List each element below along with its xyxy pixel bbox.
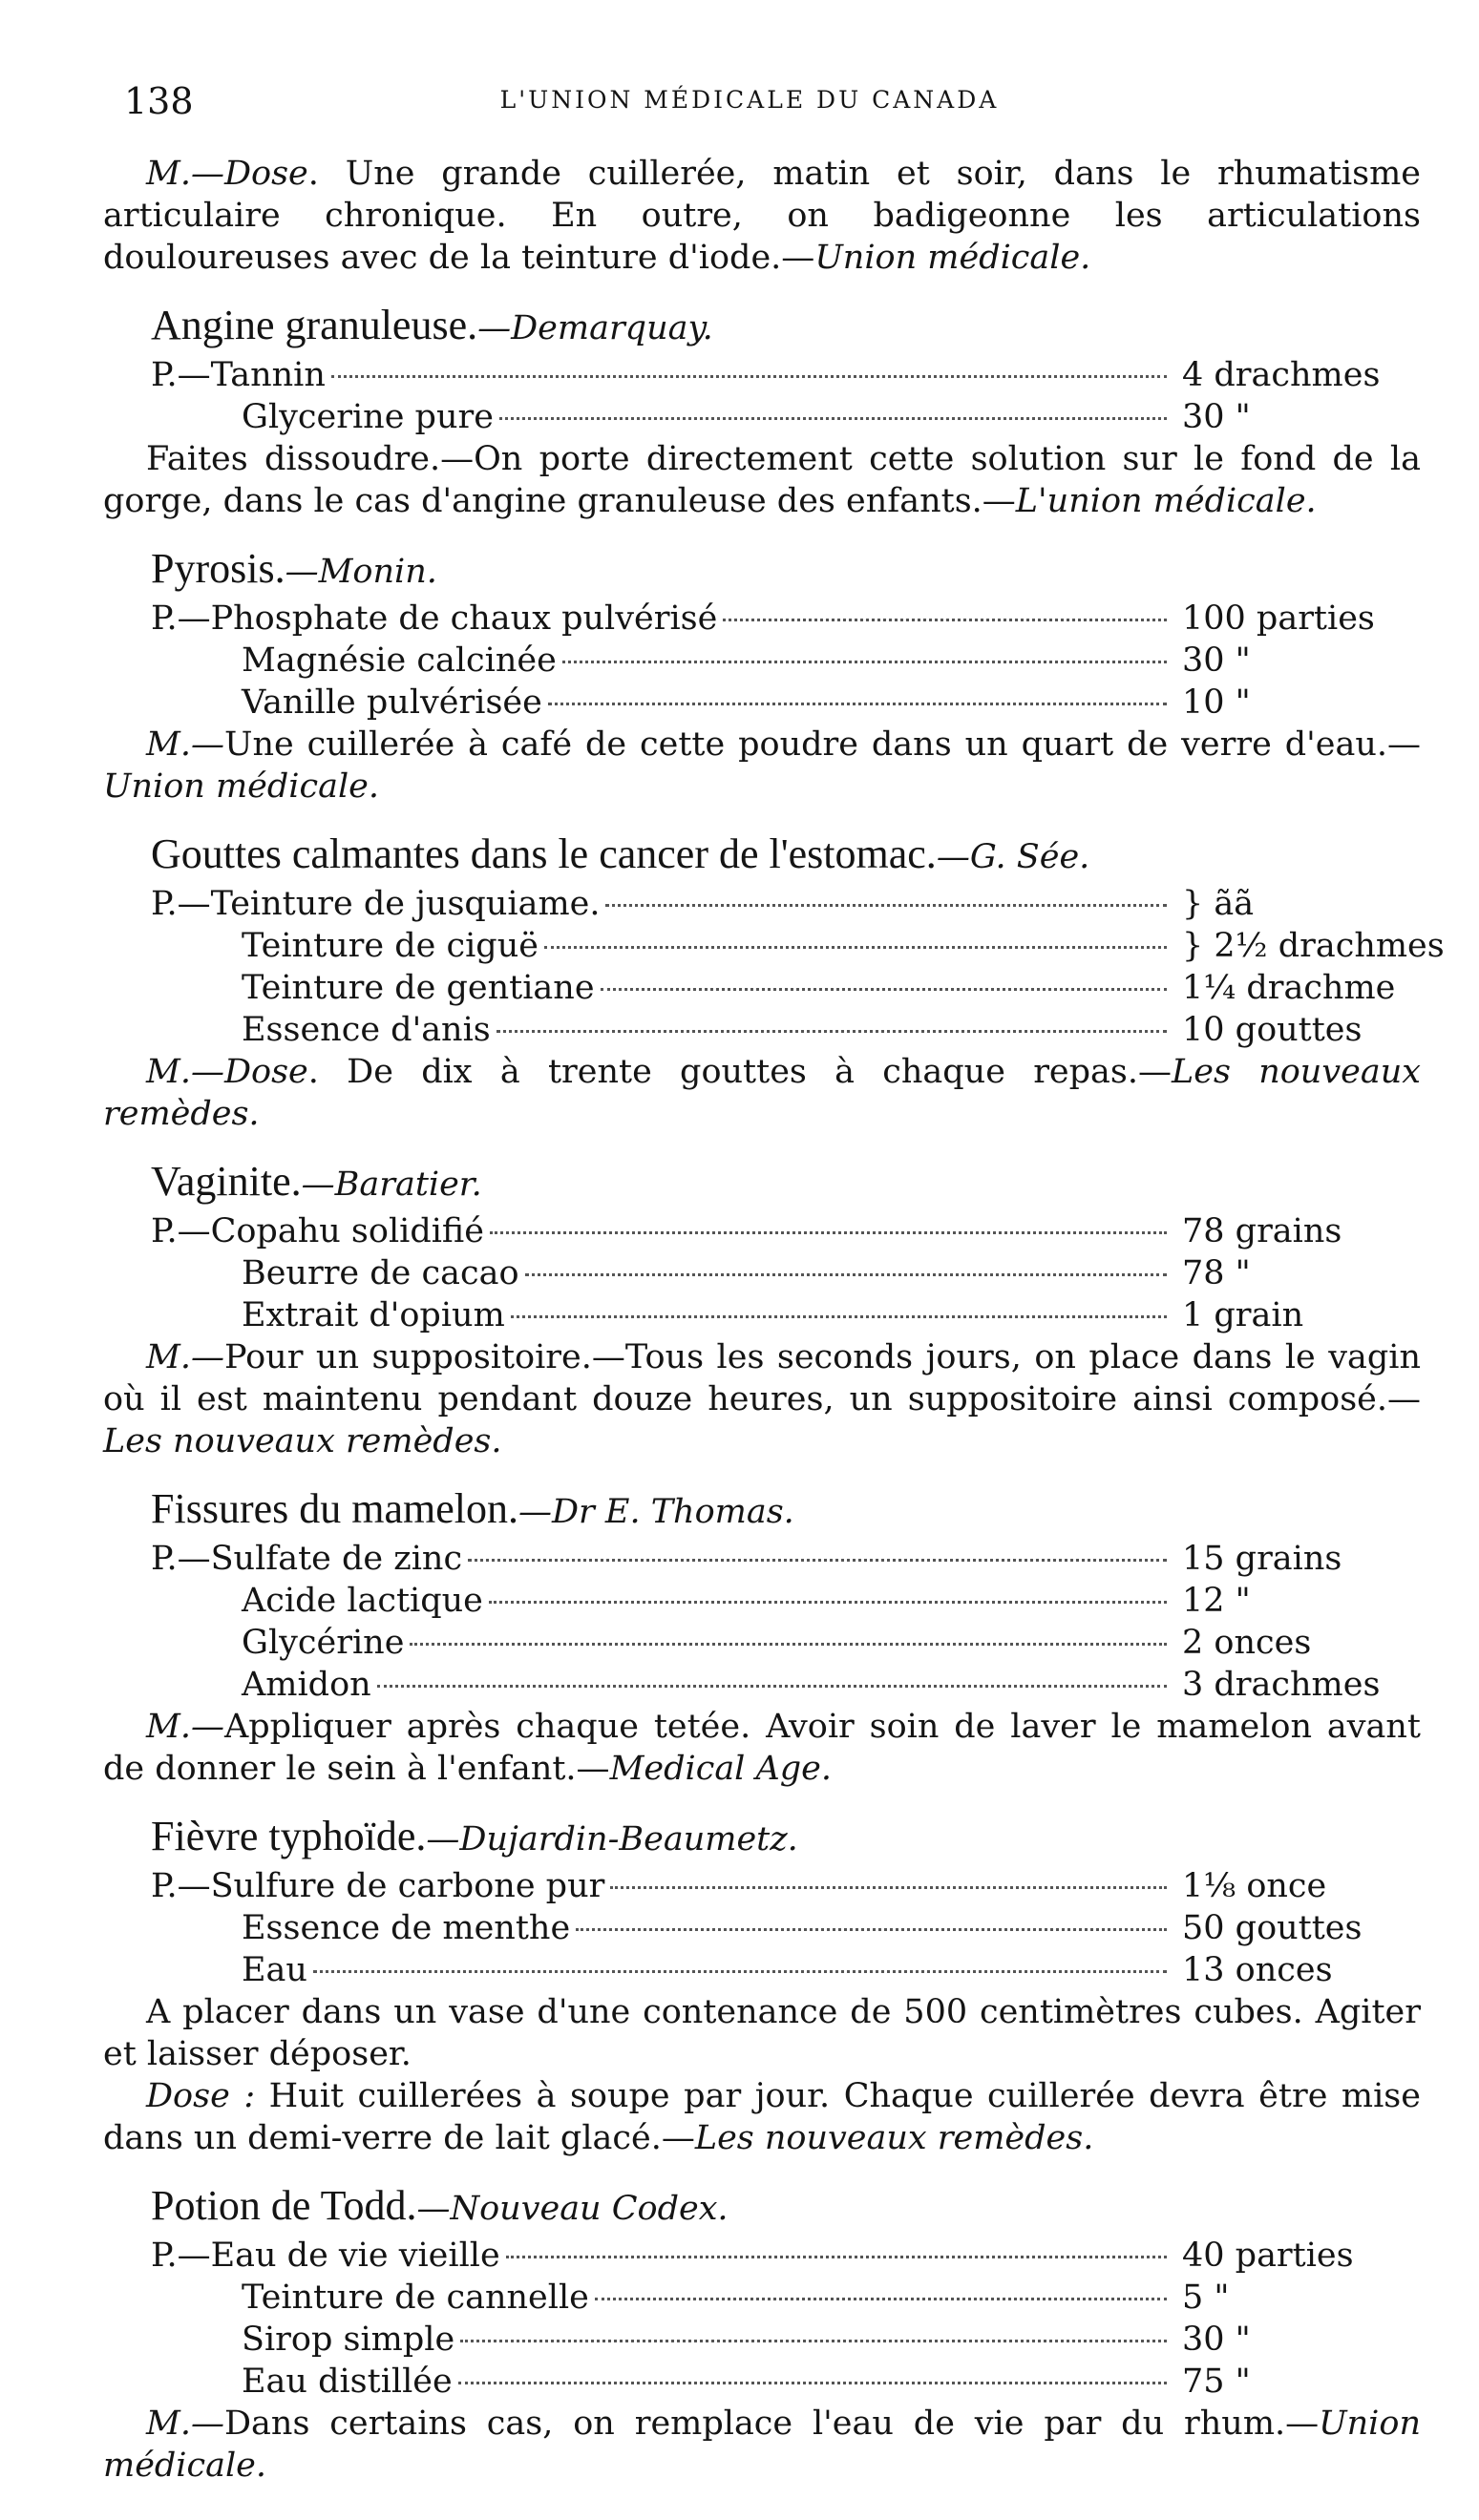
leader-dots xyxy=(601,988,1167,991)
ingredient-amount: 50 gouttes xyxy=(1182,1909,1363,1947)
dose-text: Huit cuillerées à soupe par jour. Chaque cuillerée devra être mise dans un demi-verre de lait glacé.— xyxy=(103,2077,1421,2157)
ingredient-name: Glycerine pure xyxy=(242,398,494,436)
prescription-title: Pyrosis. xyxy=(151,545,285,592)
prescription-heading xyxy=(151,829,1421,883)
note-source: Union médicale. xyxy=(103,2404,1421,2485)
intro-paragraph xyxy=(103,153,1421,279)
ingredient-name: Teinture de ciguë xyxy=(242,927,539,965)
prescription-note xyxy=(103,1051,1421,1135)
note-lead: M.— xyxy=(146,1708,224,1746)
leader-dots xyxy=(723,619,1167,621)
ingredient-amount: 30 " xyxy=(1182,2320,1251,2359)
ingredient-amount: 10 gouttes xyxy=(1182,1011,1363,1049)
prescription-heading xyxy=(151,1483,1421,1538)
prescription-author: —Monin. xyxy=(285,553,437,591)
prescription-heading xyxy=(151,543,1421,598)
ingredient-name: Teinture de gentiane xyxy=(242,969,595,1007)
note-text: Faites dissoudre.—On porte directement cette solution sur le fond de la gorge, dans le cas d'angine granuleuse des enfants.— xyxy=(103,440,1421,520)
ingredient-name: Glycérine xyxy=(242,1624,405,1662)
ingredient-name: P.—Eau de vie vieille xyxy=(151,2236,500,2275)
ingredient-amount: 2 onces xyxy=(1182,1624,1312,1662)
ingredient-amount: 1⅛ once xyxy=(1182,1867,1327,1905)
prescription-section xyxy=(103,1483,1421,1790)
ingredient-name: P.—Phosphate de chaux pulvérisé xyxy=(151,599,718,638)
ingredient-name: Eau xyxy=(242,1951,307,1989)
leader-dots xyxy=(506,2256,1167,2258)
note-lead: M.—Dose xyxy=(146,1053,308,1091)
leader-dots xyxy=(595,2298,1167,2300)
prescription-section xyxy=(103,300,1421,522)
prescription-section xyxy=(103,2180,1421,2487)
ingredient-amount: 75 " xyxy=(1182,2362,1251,2401)
prescription-note xyxy=(103,1336,1421,1462)
running-title: L'UNION MÉDICALE DU CANADA xyxy=(499,86,1000,114)
ingredient-amount: 1 grain xyxy=(1182,1296,1304,1334)
note-text: Pour un suppositoire.—Tous les seconds jours, on place dans le vagin où il est maintenu pendant douze heures, un suppositoire ainsi composé.— xyxy=(103,1338,1421,1418)
prescription-author: —Dujardin-Beaumetz. xyxy=(426,1820,798,1858)
ingredient-name: P.—Teinture de jusquiame. xyxy=(151,885,601,923)
dose-lead: Dose : xyxy=(146,2077,256,2115)
ingredient-amount: 12 " xyxy=(1182,1582,1251,1620)
dose-source: Les nouveaux remèdes. xyxy=(694,2119,1094,2157)
prescription-note xyxy=(103,2403,1421,2487)
intro-lead: M.—Dose xyxy=(146,155,308,193)
leader-dots xyxy=(548,703,1167,705)
ingredient-row xyxy=(242,1907,1421,1949)
leader-dots xyxy=(468,1559,1167,1562)
ingredient-amount: 78 " xyxy=(1182,1254,1251,1292)
ingredient-row xyxy=(242,682,1421,724)
ingredient-amount: 30 " xyxy=(1182,398,1251,436)
prescription-heading xyxy=(151,300,1421,354)
ingredient-row xyxy=(242,1009,1421,1051)
leader-dots xyxy=(497,1030,1167,1033)
ingredient-row xyxy=(151,1538,1421,1580)
leader-dots xyxy=(489,1601,1167,1604)
note-text: Dans certains cas, on remplace l'eau de vie par du rhum.— xyxy=(223,2404,1320,2443)
note-lead: M.— xyxy=(146,1338,224,1376)
ingredient-row xyxy=(151,598,1421,640)
ingredient-row xyxy=(151,2235,1421,2277)
ingredient-row xyxy=(242,967,1421,1009)
note-source: Les nouveaux remèdes. xyxy=(103,1422,502,1460)
dose-note xyxy=(103,2075,1421,2159)
page-body xyxy=(103,153,1445,2487)
ingredient-amount: 100 parties xyxy=(1182,599,1375,638)
leader-dots xyxy=(458,2382,1167,2384)
prescription-section xyxy=(103,1811,1421,2159)
ingredient-row xyxy=(242,1949,1421,1991)
ingredient-name: P.—Tannin xyxy=(151,356,326,394)
leader-dots xyxy=(525,1273,1167,1276)
prescription-note xyxy=(103,1706,1421,1790)
ingredient-amount: } ãã xyxy=(1182,885,1255,923)
ingredient-amount: 30 " xyxy=(1182,641,1251,680)
prescription-note xyxy=(103,724,1421,808)
ingredient-row xyxy=(151,1865,1421,1907)
ingredient-row xyxy=(242,1294,1421,1336)
intro-text: . Une grande cuillerée, matin et soir, dans le rhumatisme articulaire chronique. En outre, on badigeonne les articulations douloureuses avec de la teinture d'iode.— xyxy=(103,155,1421,277)
ingredient-amount: 3 drachmes xyxy=(1182,1666,1381,1704)
ingredient-row xyxy=(151,883,1421,925)
prescription-heading xyxy=(151,1811,1421,1865)
ingredient-row xyxy=(151,354,1421,396)
ingredient-name: Extrait d'opium xyxy=(242,1296,505,1334)
ingredient-amount: 40 parties xyxy=(1182,2236,1354,2275)
leader-dots xyxy=(499,417,1167,420)
prescription-author: —G. Sée. xyxy=(936,838,1090,876)
ingredient-name: Vanille pulvérisée xyxy=(242,683,542,722)
note-text: Appliquer après chaque tetée. Avoir soin de laver le mamelon avant de donner le sein à l'enfant.— xyxy=(103,1708,1421,1788)
ingredient-name: Essence de menthe xyxy=(242,1909,571,1947)
prescription-section xyxy=(103,1156,1421,1462)
prescription-heading xyxy=(151,1156,1421,1210)
ingredient-amount: 4 drachmes xyxy=(1182,356,1381,394)
leader-dots xyxy=(562,661,1167,663)
ingredient-row xyxy=(242,2319,1421,2361)
ingredient-row xyxy=(242,396,1421,438)
page-number: 138 xyxy=(124,80,194,122)
note-source: L'union médicale. xyxy=(1015,482,1317,520)
prescription-heading xyxy=(151,2180,1421,2235)
ingredient-name: Eau distillée xyxy=(242,2362,453,2401)
page-header xyxy=(124,80,1375,128)
prescription-title: Angine granuleuse. xyxy=(151,302,478,348)
note-lead: M.— xyxy=(146,2404,224,2443)
note-lead: M.— xyxy=(146,725,224,764)
prescription-author: —Demarquay. xyxy=(477,309,713,347)
prescription-title: Fissures du mamelon. xyxy=(151,1485,518,1532)
ingredient-name: Amidon xyxy=(242,1666,371,1704)
ingredient-row xyxy=(242,2277,1421,2319)
prescription-section xyxy=(103,543,1421,808)
ingredient-row xyxy=(242,1252,1421,1294)
ingredient-amount: 13 onces xyxy=(1182,1951,1333,1989)
leader-dots xyxy=(490,1231,1167,1234)
ingredient-row xyxy=(242,1580,1421,1622)
ingredient-amount: 78 grains xyxy=(1182,1212,1342,1250)
prescription-author: —Dr E. Thomas. xyxy=(518,1493,794,1531)
leader-dots xyxy=(576,1928,1167,1931)
prescription-section xyxy=(103,829,1445,1135)
prescription-note xyxy=(103,1991,1421,2075)
ingredient-name: P.—Sulfure de carbone pur xyxy=(151,1867,605,1905)
leader-dots xyxy=(605,904,1167,907)
leader-dots xyxy=(610,1886,1167,1889)
prescription-title: Gouttes calmantes dans le cancer de l'estomac. xyxy=(151,830,937,877)
leader-dots xyxy=(377,1685,1167,1688)
prescription-author: —Baratier. xyxy=(301,1166,482,1204)
note-text: Une cuillerée à café de cette poudre dans un quart de verre d'eau.— xyxy=(223,725,1421,764)
leader-dots xyxy=(544,946,1167,949)
ingredient-name: Magnésie calcinée xyxy=(242,641,557,680)
leader-dots xyxy=(410,1643,1167,1646)
ingredient-name: Acide lactique xyxy=(242,1582,483,1620)
leader-dots xyxy=(460,2340,1167,2342)
prescription-title: Vaginite. xyxy=(151,1158,302,1205)
leader-dots xyxy=(511,1315,1167,1318)
ingredient-amount: } 2½ drachmes xyxy=(1182,927,1445,965)
ingredient-row xyxy=(242,1664,1421,1706)
ingredient-name: Sirop simple xyxy=(242,2320,455,2359)
ingredient-name: Beurre de cacao xyxy=(242,1254,519,1292)
note-text: . De dix à trente gouttes à chaque repas.— xyxy=(307,1053,1173,1091)
note-source: Medical Age. xyxy=(609,1750,833,1788)
prescription-list xyxy=(103,300,1445,2487)
ingredient-amount: 1¼ drachme xyxy=(1182,969,1396,1007)
ingredient-name: Essence d'anis xyxy=(242,1011,491,1049)
note-source: Les nouveaux remèdes. xyxy=(103,1053,1421,1133)
ingredient-row xyxy=(242,2361,1421,2403)
ingredient-name: P.—Copahu solidifié xyxy=(151,1212,484,1250)
ingredient-row xyxy=(242,1622,1421,1664)
prescription-author: —Nouveau Codex. xyxy=(416,2190,729,2228)
ingredient-row xyxy=(242,640,1421,682)
intro-source: Union médicale. xyxy=(814,239,1091,277)
leader-dots xyxy=(331,375,1167,378)
prescription-title: Fièvre typhoïde. xyxy=(151,1813,427,1859)
ingredient-amount: 10 " xyxy=(1182,683,1251,722)
ingredient-name: Teinture de cannelle xyxy=(242,2278,589,2317)
note-source: Union médicale. xyxy=(103,767,379,806)
ingredient-amount: 15 grains xyxy=(1182,1540,1342,1578)
ingredient-row xyxy=(242,925,1445,967)
ingredient-name: P.—Sulfate de zinc xyxy=(151,1540,463,1578)
ingredient-row xyxy=(151,1210,1421,1252)
prescription-title: Potion de Todd. xyxy=(151,2182,417,2229)
leader-dots xyxy=(313,1970,1167,1973)
note-text: A placer dans un vase d'une contenance de 500 centimètres cubes. Agiter et laisser déposer. xyxy=(103,1993,1421,2073)
ingredient-amount: 5 " xyxy=(1182,2278,1230,2317)
prescription-note xyxy=(103,438,1421,522)
